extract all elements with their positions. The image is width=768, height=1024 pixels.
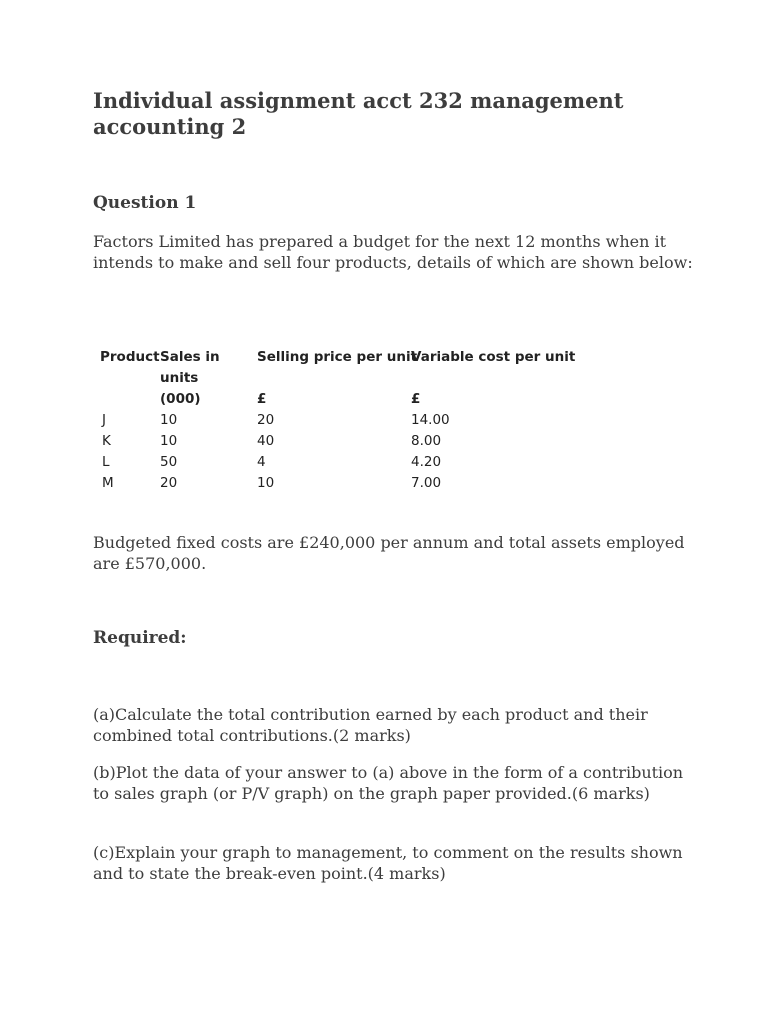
question-heading: Question 1 (93, 193, 197, 213)
document-title: Individual assignment acct 232 management accounting 2 (93, 88, 624, 139)
cell-cost: 8.00 (411, 433, 442, 449)
cell-sales: 10 (160, 412, 178, 428)
header-sales-thousands: (000) (160, 391, 201, 407)
part-c-paragraph: (c)Explain your graph to management, to comment on the results shown and to state the break-even point.(4 marks) (93, 843, 683, 883)
part-a-paragraph: (a)Calculate the total contribution earned by each product and their combined total contributions.(2 marks) (93, 705, 648, 745)
header-price-unit: £ (257, 391, 267, 407)
required-heading: Required: (93, 628, 187, 648)
part-b-paragraph: (b)Plot the data of your answer to (a) above in the form of a contribution to sales graph (or P/V graph) on the graph paper provided.(6 marks) (93, 763, 684, 803)
header-product: Product (100, 349, 160, 365)
cell-price: 10 (257, 475, 275, 491)
header-cost-unit: £ (411, 391, 421, 407)
cell-cost: 7.00 (411, 475, 442, 491)
cell-product: J (102, 412, 106, 428)
fixed-costs-paragraph: Budgeted fixed costs are £240,000 per annum and total assets employed are £570,000. (93, 533, 685, 573)
cell-sales: 20 (160, 475, 178, 491)
cell-product: K (102, 433, 111, 449)
header-price: Selling price per unit (257, 349, 418, 365)
cell-price: 40 (257, 433, 275, 449)
cell-sales: 50 (160, 454, 178, 470)
intro-paragraph: Factors Limited has prepared a budget for the next 12 months when it intends to make and sell four products, details of which are shown below: (93, 232, 693, 272)
header-sales: Sales in (160, 349, 220, 365)
cell-price: 4 (257, 454, 266, 470)
cell-product: M (102, 475, 114, 491)
cell-price: 20 (257, 412, 275, 428)
cell-product: L (102, 454, 110, 470)
cell-cost: 4.20 (411, 454, 442, 470)
header-cost: Variable cost per unit (411, 349, 576, 365)
header-sales-units: units (160, 370, 199, 386)
cell-sales: 10 (160, 433, 178, 449)
cell-cost: 14.00 (411, 412, 450, 428)
